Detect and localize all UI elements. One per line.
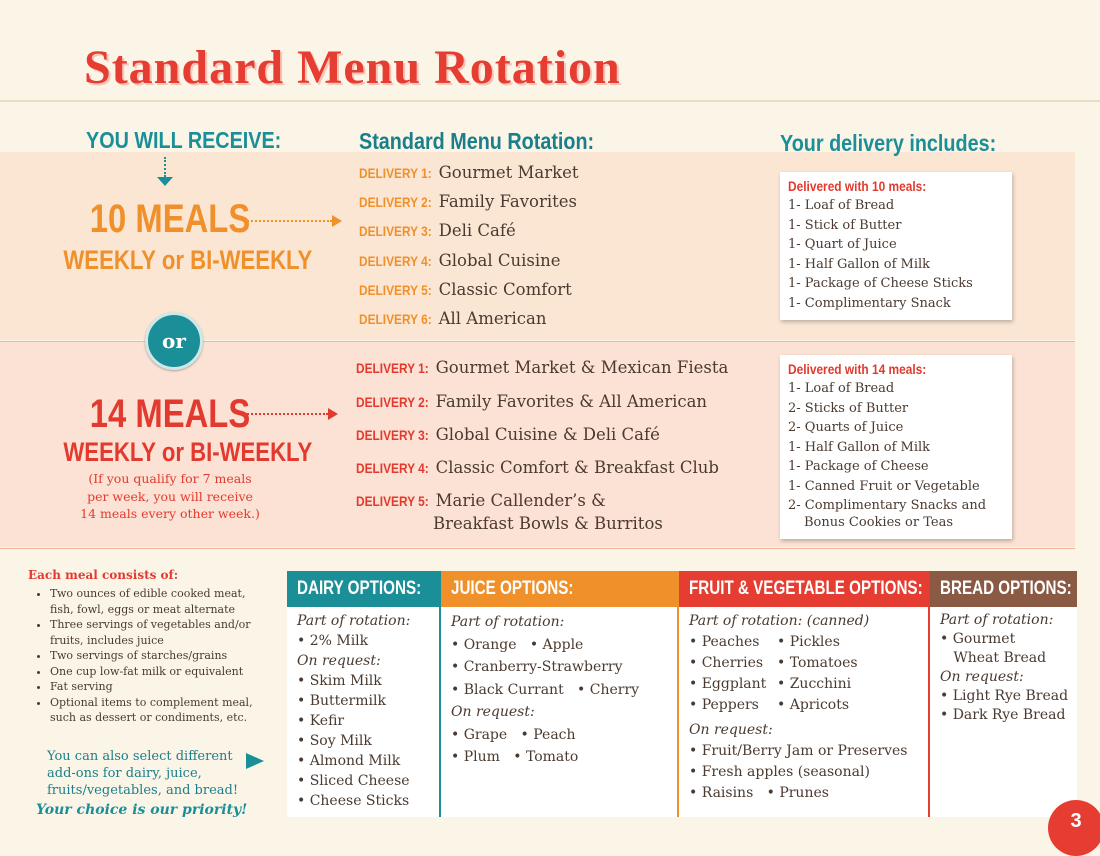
option-item: • Fruit/Berry Jam or Preserves xyxy=(689,743,908,759)
list-item: • Fat serving xyxy=(50,679,268,695)
option-item: • Cheese Sticks xyxy=(297,793,410,809)
addons-line: fruits/vegetables, and bread! xyxy=(47,783,239,798)
option-item: • Almond Milk xyxy=(297,753,401,769)
juice-header-text: JUICE OPTIONS: xyxy=(451,578,574,599)
option-item: • Sliced Cheese xyxy=(297,773,410,789)
option-item: • Raisins • Prunes xyxy=(689,785,829,801)
includes-item: 1- Quart of Juice xyxy=(788,237,897,252)
fruitveg-header-text: FRUIT & VEGETABLE OPTIONS: xyxy=(689,578,923,599)
includes-item: 1- Complimentary Snack xyxy=(788,295,951,311)
rotation-label: Part of rotation: xyxy=(940,612,1054,628)
ten-meals-frequency: WEEKLY or BI-WEEKLY xyxy=(63,245,313,275)
delivery-name: All American xyxy=(438,309,547,328)
includes-item: 1- Loaf of Bread xyxy=(788,381,895,396)
includes-item: 1- Stick of Butter xyxy=(788,217,902,233)
meal-consists-heading: Each meal consists of: xyxy=(28,568,179,582)
bread-header xyxy=(930,571,1077,607)
option-item: • Fresh apples (seasonal) xyxy=(689,764,870,780)
delivery-label: DELIVERY 1: xyxy=(359,165,432,181)
delivery-label: DELIVERY 4: xyxy=(359,253,432,269)
band-divider-bottom xyxy=(0,548,1075,549)
rotation10-row xyxy=(359,163,579,182)
option-item: • Skim Milk xyxy=(297,673,382,689)
rotation14-row xyxy=(356,491,606,510)
includes-14-heading: Delivered with 14 meals: xyxy=(788,361,927,377)
note-line: per week, you will receive xyxy=(87,488,253,504)
option-item: • Kefir xyxy=(297,713,345,729)
right-arrow-icon xyxy=(328,408,338,420)
right-triangle-icon xyxy=(246,753,264,769)
includes-item: 1- Package of Cheese xyxy=(788,459,929,474)
delivery-name: Gourmet Market & Mexican Fiesta xyxy=(435,358,729,377)
fourteen-meals-label: 14 MEALS xyxy=(89,392,251,436)
dairy-panel xyxy=(287,571,439,817)
delivery-label: DELIVERY 3: xyxy=(359,223,432,239)
delivery-label: DELIVERY 5: xyxy=(356,493,429,509)
tagline: Your choice is our priority! xyxy=(36,802,248,818)
option-item: • Apricots xyxy=(777,697,850,713)
down-arrow-icon xyxy=(157,177,173,186)
delivery-name: Deli Café xyxy=(438,221,516,240)
list-item: • One cup low-fat milk or equivalent xyxy=(50,664,268,680)
delivery-label: DELIVERY 2: xyxy=(359,194,432,210)
or-badge: or xyxy=(145,312,203,370)
includes-14-box xyxy=(780,355,1012,539)
delivery-label: DELIVERY 2: xyxy=(356,394,429,410)
includes-header: Your delivery includes: xyxy=(780,130,997,156)
includes-item: 1- Loaf of Bread xyxy=(788,198,895,213)
option-item: • Light Rye Bread xyxy=(940,688,1069,704)
delivery-label: DELIVERY 4: xyxy=(356,460,429,476)
list-item: • Optional items to complement meal, such as dessert or condiments, etc. xyxy=(50,695,268,726)
option-item: • Pickles xyxy=(777,634,840,650)
page-number-badge: 3 xyxy=(1048,800,1100,856)
includes-10-box xyxy=(780,172,1012,320)
includes-item: 2- Quarts of Juice xyxy=(788,420,904,435)
meal-consists-list xyxy=(36,586,268,726)
rotation-label: Part of rotation: xyxy=(451,614,565,630)
rotation14-row-continued: Breakfast Bowls & Burritos xyxy=(433,514,663,533)
option-item: • Black Currant • Cherry xyxy=(451,681,640,698)
rotation10-row xyxy=(359,280,572,299)
addons-note xyxy=(47,748,238,799)
delivery-name: Classic Comfort xyxy=(438,280,572,299)
bread-panel xyxy=(930,571,1077,817)
list-item: • Three servings of vegetables and/or fruits, includes juice xyxy=(50,617,268,648)
rotation-label: Part of rotation: xyxy=(297,613,411,629)
fourteen-meals-note xyxy=(40,470,300,523)
rotation14-row xyxy=(356,425,660,444)
rotation-header: Standard Menu Rotation: xyxy=(359,128,595,154)
ten-meals-arrow-line xyxy=(244,220,332,222)
fruit-vegetable-panel xyxy=(679,571,928,817)
delivery-label: DELIVERY 6: xyxy=(359,311,432,327)
rotation14-row xyxy=(356,358,728,377)
option-item: • Buttermilk xyxy=(297,693,386,709)
list-item: • Two servings of starches/grains xyxy=(50,648,268,664)
dairy-header-text: DAIRY OPTIONS: xyxy=(297,578,422,599)
option-item: • Peaches xyxy=(689,634,760,650)
option-item: • Plum • Tomato xyxy=(451,749,579,765)
includes-item: Bonus Cookies or Teas xyxy=(804,514,954,530)
juice-header xyxy=(441,571,677,607)
request-label: On request: xyxy=(940,669,1024,685)
note-line: (If you qualify for 7 meals xyxy=(88,471,252,486)
bread-header-text: BREAD OPTIONS: xyxy=(940,578,1072,599)
includes-item: 2- Sticks of Butter xyxy=(788,400,909,416)
delivery-name: Global Cuisine xyxy=(438,251,561,270)
rotation10-row xyxy=(359,309,547,328)
rotation14-row xyxy=(356,392,707,411)
rotation10-row xyxy=(359,251,561,270)
rotation10-row xyxy=(359,221,516,240)
includes-item: 2- Complimentary Snacks and xyxy=(788,498,987,513)
option-item: • Grape • Peach xyxy=(451,726,576,743)
delivery-label: DELIVERY 5: xyxy=(359,282,432,298)
option-item: • Cranberry-Strawberry xyxy=(451,659,623,675)
juice-panel xyxy=(441,571,677,817)
addons-line: You can also select different xyxy=(47,749,233,764)
option-item: • Tomatoes xyxy=(777,655,858,671)
fruitveg-header xyxy=(679,571,928,607)
addons-line: add-ons for dairy, juice, xyxy=(47,766,202,781)
request-label: On request: xyxy=(451,704,535,720)
option-item: • Cherries xyxy=(689,655,764,671)
option-item: Wheat Bread xyxy=(940,650,1047,666)
delivery-name: Family Favorites xyxy=(438,192,577,211)
option-item: • Zucchini xyxy=(777,676,852,692)
delivery-name: Family Favorites & All American xyxy=(435,392,708,411)
receive-header: YOU WILL RECEIVE: xyxy=(86,127,282,153)
rotation10-row xyxy=(359,192,577,211)
dairy-header xyxy=(287,571,439,607)
delivery-label: DELIVERY 1: xyxy=(356,360,429,376)
option-item: • Soy Milk xyxy=(297,733,372,749)
fourteen-meals-arrow-line xyxy=(240,413,328,415)
note-line: 14 meals every other week.) xyxy=(80,506,260,521)
option-item: • Eggplant xyxy=(689,676,767,692)
request-label: On request: xyxy=(689,722,773,738)
option-item: • Peppers xyxy=(689,697,759,713)
delivery-name: Gourmet Market xyxy=(438,163,579,182)
includes-item: 1- Half Gallon of Milk xyxy=(788,439,931,455)
option-item: • Orange • Apple xyxy=(451,636,584,653)
option-item: • Dark Rye Bread xyxy=(940,707,1066,723)
option-item: • 2% Milk xyxy=(297,633,369,649)
rotation-label: Part of rotation: (canned) xyxy=(689,613,870,629)
delivery-label: DELIVERY 3: xyxy=(356,427,429,443)
delivery-name: Marie Callender’s & xyxy=(435,491,606,510)
delivery-name: Global Cuisine & Deli Café xyxy=(435,425,660,444)
includes-item: 1- Package of Cheese Sticks xyxy=(788,276,973,291)
rotation14-row xyxy=(356,458,719,477)
down-arrow-line xyxy=(164,157,166,177)
includes-item: 1- Canned Fruit or Vegetable xyxy=(788,478,980,494)
right-arrow-icon xyxy=(332,215,342,227)
list-item: • Two ounces of edible cooked meat, fish, fowl, eggs or meat alternate xyxy=(50,586,268,617)
request-label: On request: xyxy=(297,653,381,669)
option-item: • Gourmet xyxy=(940,631,1016,647)
fourteen-meals-frequency: WEEKLY or BI-WEEKLY xyxy=(63,437,313,467)
title-divider xyxy=(0,100,1100,102)
delivery-name: Classic Comfort & Breakfast Club xyxy=(435,458,719,477)
includes-item: 1- Half Gallon of Milk xyxy=(788,256,931,272)
ten-meals-label: 10 MEALS xyxy=(89,197,251,241)
includes-10-heading: Delivered with 10 meals: xyxy=(788,178,927,194)
page-title: Standard Menu Rotation xyxy=(84,41,621,94)
